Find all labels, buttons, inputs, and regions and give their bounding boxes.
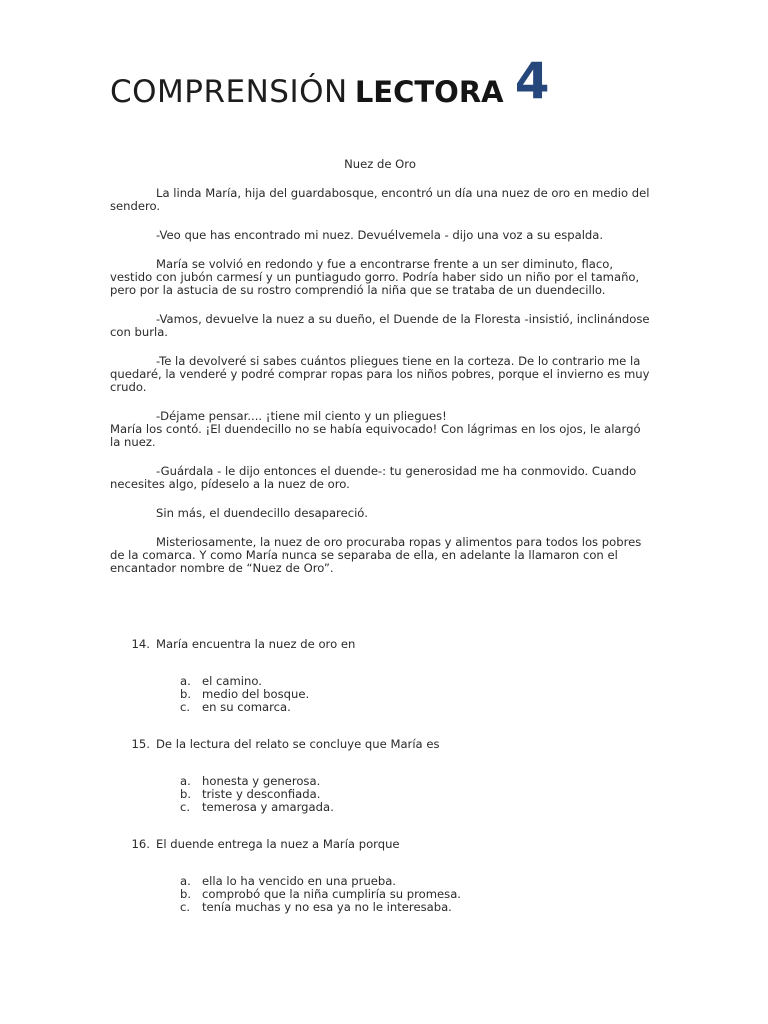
story-paragraph: -Déjame pensar.... ¡tiene mil ciento y un pliegues! bbox=[156, 409, 447, 423]
story-paragraph: -Vamos, devuelve la nuez a su dueño, el Duende de la Floresta -insistió, inclinándose con burla. bbox=[110, 312, 650, 339]
title-light-text: COMPRENSIÓN bbox=[110, 74, 348, 110]
story-paragraph: Misteriosamente, la nuez de oro procuraba ropas y alimentos para todos los pobres de la comarca. Y como María nunca se separaba de ella, en adelante la llamaron con el encantador nombre de “Nuez de Oro”. bbox=[110, 535, 642, 575]
option-letter: b. bbox=[180, 687, 192, 701]
option-letter: c. bbox=[180, 700, 191, 714]
question-item bbox=[110, 838, 650, 914]
option-letter: b. bbox=[180, 787, 192, 801]
answer-options bbox=[180, 775, 650, 814]
option-text: en su comarca. bbox=[202, 700, 291, 714]
page-title bbox=[110, 52, 550, 114]
option-letter: c. bbox=[180, 800, 191, 814]
question-number: 16. bbox=[131, 837, 150, 851]
question-text: El duende entrega la nuez a María porque bbox=[156, 837, 400, 851]
story-paragraph-group bbox=[110, 410, 650, 449]
option-text: medio del bosque. bbox=[202, 687, 310, 701]
story-paragraph: Sin más, el duendecillo desapareció. bbox=[156, 506, 368, 520]
question-item bbox=[110, 738, 650, 814]
option-text: el camino. bbox=[202, 674, 262, 688]
option-letter: b. bbox=[180, 887, 192, 901]
story-paragraph: -Te la devolveré si sabes cuántos pliegues tiene en la corteza. De lo contrario me la quedaré, la venderé y podré comprar ropas para los niños pobres, porque el invierno es muy crudo. bbox=[110, 354, 650, 394]
question-stem bbox=[110, 638, 650, 651]
story-section bbox=[110, 158, 650, 591]
story-paragraph: María se volvió en redondo y fue a encontrarse frente a un ser diminuto, flaco, vestido con jubón carmesí y un puntiagudo gorro. Podría haber sido un niño por el tamaño, pero por la astucia de su rostro comprendió la niña que se trataba de un duendecillo. bbox=[110, 257, 640, 297]
question-number: 15. bbox=[131, 737, 150, 751]
story-paragraph: -Veo que has encontrado mi nuez. Devuélvemela - dijo una voz a su espalda. bbox=[156, 228, 604, 242]
answer-options bbox=[180, 875, 650, 914]
question-item bbox=[110, 638, 650, 714]
story-paragraph: -Guárdala - le dijo entonces el duende-: tu generosidad me ha conmovido. Cuando necesites algo, pídeselo a la nuez de oro. bbox=[110, 464, 637, 491]
questions-section bbox=[110, 638, 650, 938]
option-text: temerosa y amargada. bbox=[202, 800, 334, 814]
question-text: María encuentra la nuez de oro en bbox=[156, 637, 356, 651]
story-title: Nuez de Oro bbox=[344, 157, 416, 171]
option-text: tenía muchas y no esa ya no le interesaba. bbox=[202, 900, 452, 914]
title-number: 4 bbox=[514, 52, 550, 110]
option-text: ella lo ha vencido en una prueba. bbox=[202, 874, 396, 888]
option-letter: a. bbox=[180, 874, 191, 888]
story-paragraph: La linda María, hija del guardabosque, encontró un día una nuez de oro en medio del sendero. bbox=[110, 186, 650, 213]
answer-option bbox=[180, 701, 650, 714]
question-number: 14. bbox=[131, 637, 150, 651]
option-text: comprobó que la niña cumpliría su promesa. bbox=[202, 887, 461, 901]
option-letter: a. bbox=[180, 674, 191, 688]
title-bold-text: LECTORA bbox=[354, 75, 504, 109]
question-stem bbox=[110, 738, 650, 751]
question-text: De la lectura del relato se concluye que María es bbox=[156, 737, 440, 751]
option-text: honesta y generosa. bbox=[202, 774, 321, 788]
option-letter: c. bbox=[180, 900, 191, 914]
answer-option bbox=[180, 901, 650, 914]
answer-options bbox=[180, 675, 650, 714]
story-paragraph-continuation: María los contó. ¡El duendecillo no se había equivocado! Con lágrimas en los ojos, le alargó la nuez. bbox=[110, 422, 641, 449]
answer-option bbox=[180, 801, 650, 814]
option-text: triste y desconfiada. bbox=[202, 787, 321, 801]
question-stem bbox=[110, 838, 650, 851]
option-letter: a. bbox=[180, 774, 191, 788]
